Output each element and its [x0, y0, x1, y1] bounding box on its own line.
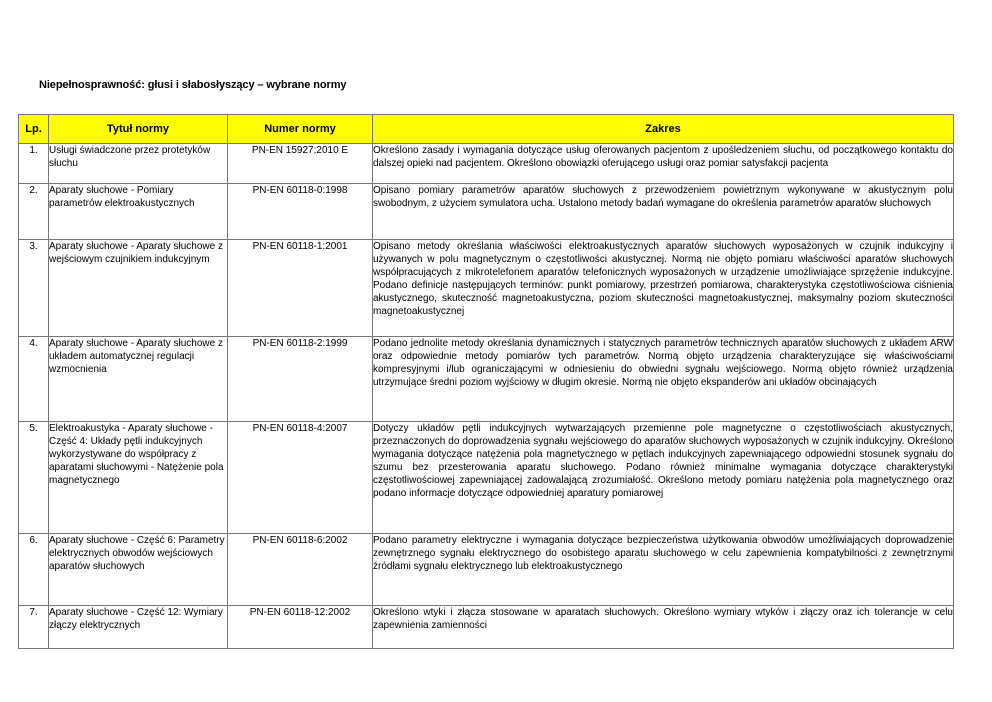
- table-header-row: [19, 115, 954, 144]
- row-zakres: Określono wtyki i złącza stosowane w aparatach słuchowych. Określono wymiary wtyków i złączy oraz ich tolerancje w celu zapewnienia zamienności: [373, 606, 954, 649]
- header-numer: Numer normy: [228, 115, 373, 144]
- row-tytul: Usługi świadczone przez protetyków słuchu: [49, 144, 228, 184]
- header-zakres: Zakres: [373, 115, 954, 144]
- row-tytul: Aparaty słuchowe - Aparaty słuchowe z wejściowym czujnikiem indukcyjnym: [49, 240, 228, 337]
- row-lp: 7.: [19, 606, 49, 649]
- row-zakres: Dotyczy układów pętli indukcyjnych wytwarzających przemienne pole magnetyczne o częstotliwościach akustycznych, przeznaczonych do doprowadzenia sygnału wejściowego do aparatów słuchowych wyposażonych w czujnik indukcyjny. Określono wymagania dotyczące natężenia pola magnetycznego w pętlach indukcyjnych zapewniającego odpowiedni stosunek sygnału do szumu bez przesterowania aparatu słuchowego. Podano również minimalne wymagania dotyczące charakterystyki częstotliwościowej zapewniającej zadowalającą zrozumiałość. Określono metody pomiaru natężenia pola magnetycznego oraz podano informacje dotyczące odpowiedniej aparatury pomiarowej: [373, 422, 954, 534]
- row-lp: 6.: [19, 534, 49, 606]
- row-lp: 2.: [19, 184, 49, 240]
- table-row: [19, 144, 954, 184]
- row-zakres: Opisano metody określania właściwości elektroakustycznych aparatów słuchowych wyposażonych w czujnik indukcyjny i używanych w polu magnetycznym o częstotliwości akustycznej. Normą nie objęto pomiaru właściwości aparatów słuchowych współpracujących z mikrotelefonem aparatów telefonicznych wyposażonych w urządzenie umożliwiające sprzężenie indukcyjne. Podano definicje następujących terminów: punkt pomiarowy, przestrzeń pomiarowa, charakterystyka częstotliwościowa ciśnienia akustycznego, skuteczność magnetoakustyczna, poziom skuteczności magnetoakustycznej, maksymalny poziom skuteczności magnetoakustycznej: [373, 240, 954, 337]
- row-lp: 5.: [19, 422, 49, 534]
- table-row: [19, 240, 954, 337]
- header-lp: Lp.: [19, 115, 49, 144]
- header-tytul: Tytuł normy: [49, 115, 228, 144]
- row-numer: PN-EN 60118-1:2001: [228, 240, 373, 337]
- row-numer: PN-EN 60118-12:2002: [228, 606, 373, 649]
- table-row: [19, 422, 954, 534]
- row-zakres: Podano jednolite metody określania dynamicznych i statycznych parametrów technicznych aparatów słuchowych z układem ARW oraz odpowiednie metody pomiarów tych parametrów. Normą objęto urządzenia charakteryzujące się właściwościami kompresyjnymi i/lub ograniczającymi w odniesieniu do obwiedni sygnału wejściowego. Normą objęto również urządzenia utrzymujące średni poziom wyjściowy w długim okresie. Normą nie objęto ekspanderów ani układów obcinających: [373, 337, 954, 422]
- row-tytul: Aparaty słuchowe - Część 6: Parametry elektrycznych obwodów wejściowych aparatów słuchowych: [49, 534, 228, 606]
- table-row: [19, 606, 954, 649]
- row-lp: 3.: [19, 240, 49, 337]
- norms-table: [18, 114, 954, 649]
- row-tytul: Elektroakustyka - Aparaty słuchowe - Część 4: Układy pętli indukcyjnych wykorzystywane do współpracy z aparatami słuchowymi - Natężenie pola magnetycznego: [49, 422, 228, 534]
- row-tytul: Aparaty słuchowe - Pomiary parametrów elektroakustycznych: [49, 184, 228, 240]
- row-lp: 1.: [19, 144, 49, 184]
- row-lp: 4.: [19, 337, 49, 422]
- row-zakres: Podano parametry elektryczne i wymagania dotyczące bezpieczeństwa użytkowania obwodów umożliwiających doprowadzenie zewnętrznego sygnału elektrycznego do osobistego aparatu słuchowego w celu zapewnienia kompatybilności z zewnętrznymi źródłami sygnału elektrycznego lub elektroakustycznego: [373, 534, 954, 606]
- table-row: [19, 337, 954, 422]
- row-tytul: Aparaty słuchowe - Aparaty słuchowe z układem automatycznej regulacji wzmocnienia: [49, 337, 228, 422]
- row-numer: PN-EN 15927:2010 E: [228, 144, 373, 184]
- row-zakres: Określono zasady i wymagania dotyczące usług oferowanych pacjentom z upośledzeniem słuchu, od początkowego kontaktu do dalszej opieki nad pacjentem. Określono obowiązki oferującego usługi oraz pomiar satysfakcji pacjenta: [373, 144, 954, 184]
- row-numer: PN-EN 60118-4:2007: [228, 422, 373, 534]
- row-numer: PN-EN 60118-0:1998: [228, 184, 373, 240]
- row-tytul: Aparaty słuchowe - Część 12: Wymiary złączy elektrycznych: [49, 606, 228, 649]
- row-numer: PN-EN 60118-6:2002: [228, 534, 373, 606]
- document-title: Niepełnosprawność: głusi i słabosłyszący – wybrane normy: [39, 79, 347, 91]
- row-zakres: Opisano pomiary parametrów aparatów słuchowych z przewodzeniem powietrznym wykonywane w akustycznym polu swobodnym, z użyciem symulatora ucha. Ustalono metody badań wymagane do określenia parametrów aparatów słuchowych: [373, 184, 954, 240]
- row-numer: PN-EN 60118-2:1999: [228, 337, 373, 422]
- table-row: [19, 184, 954, 240]
- table-row: [19, 534, 954, 606]
